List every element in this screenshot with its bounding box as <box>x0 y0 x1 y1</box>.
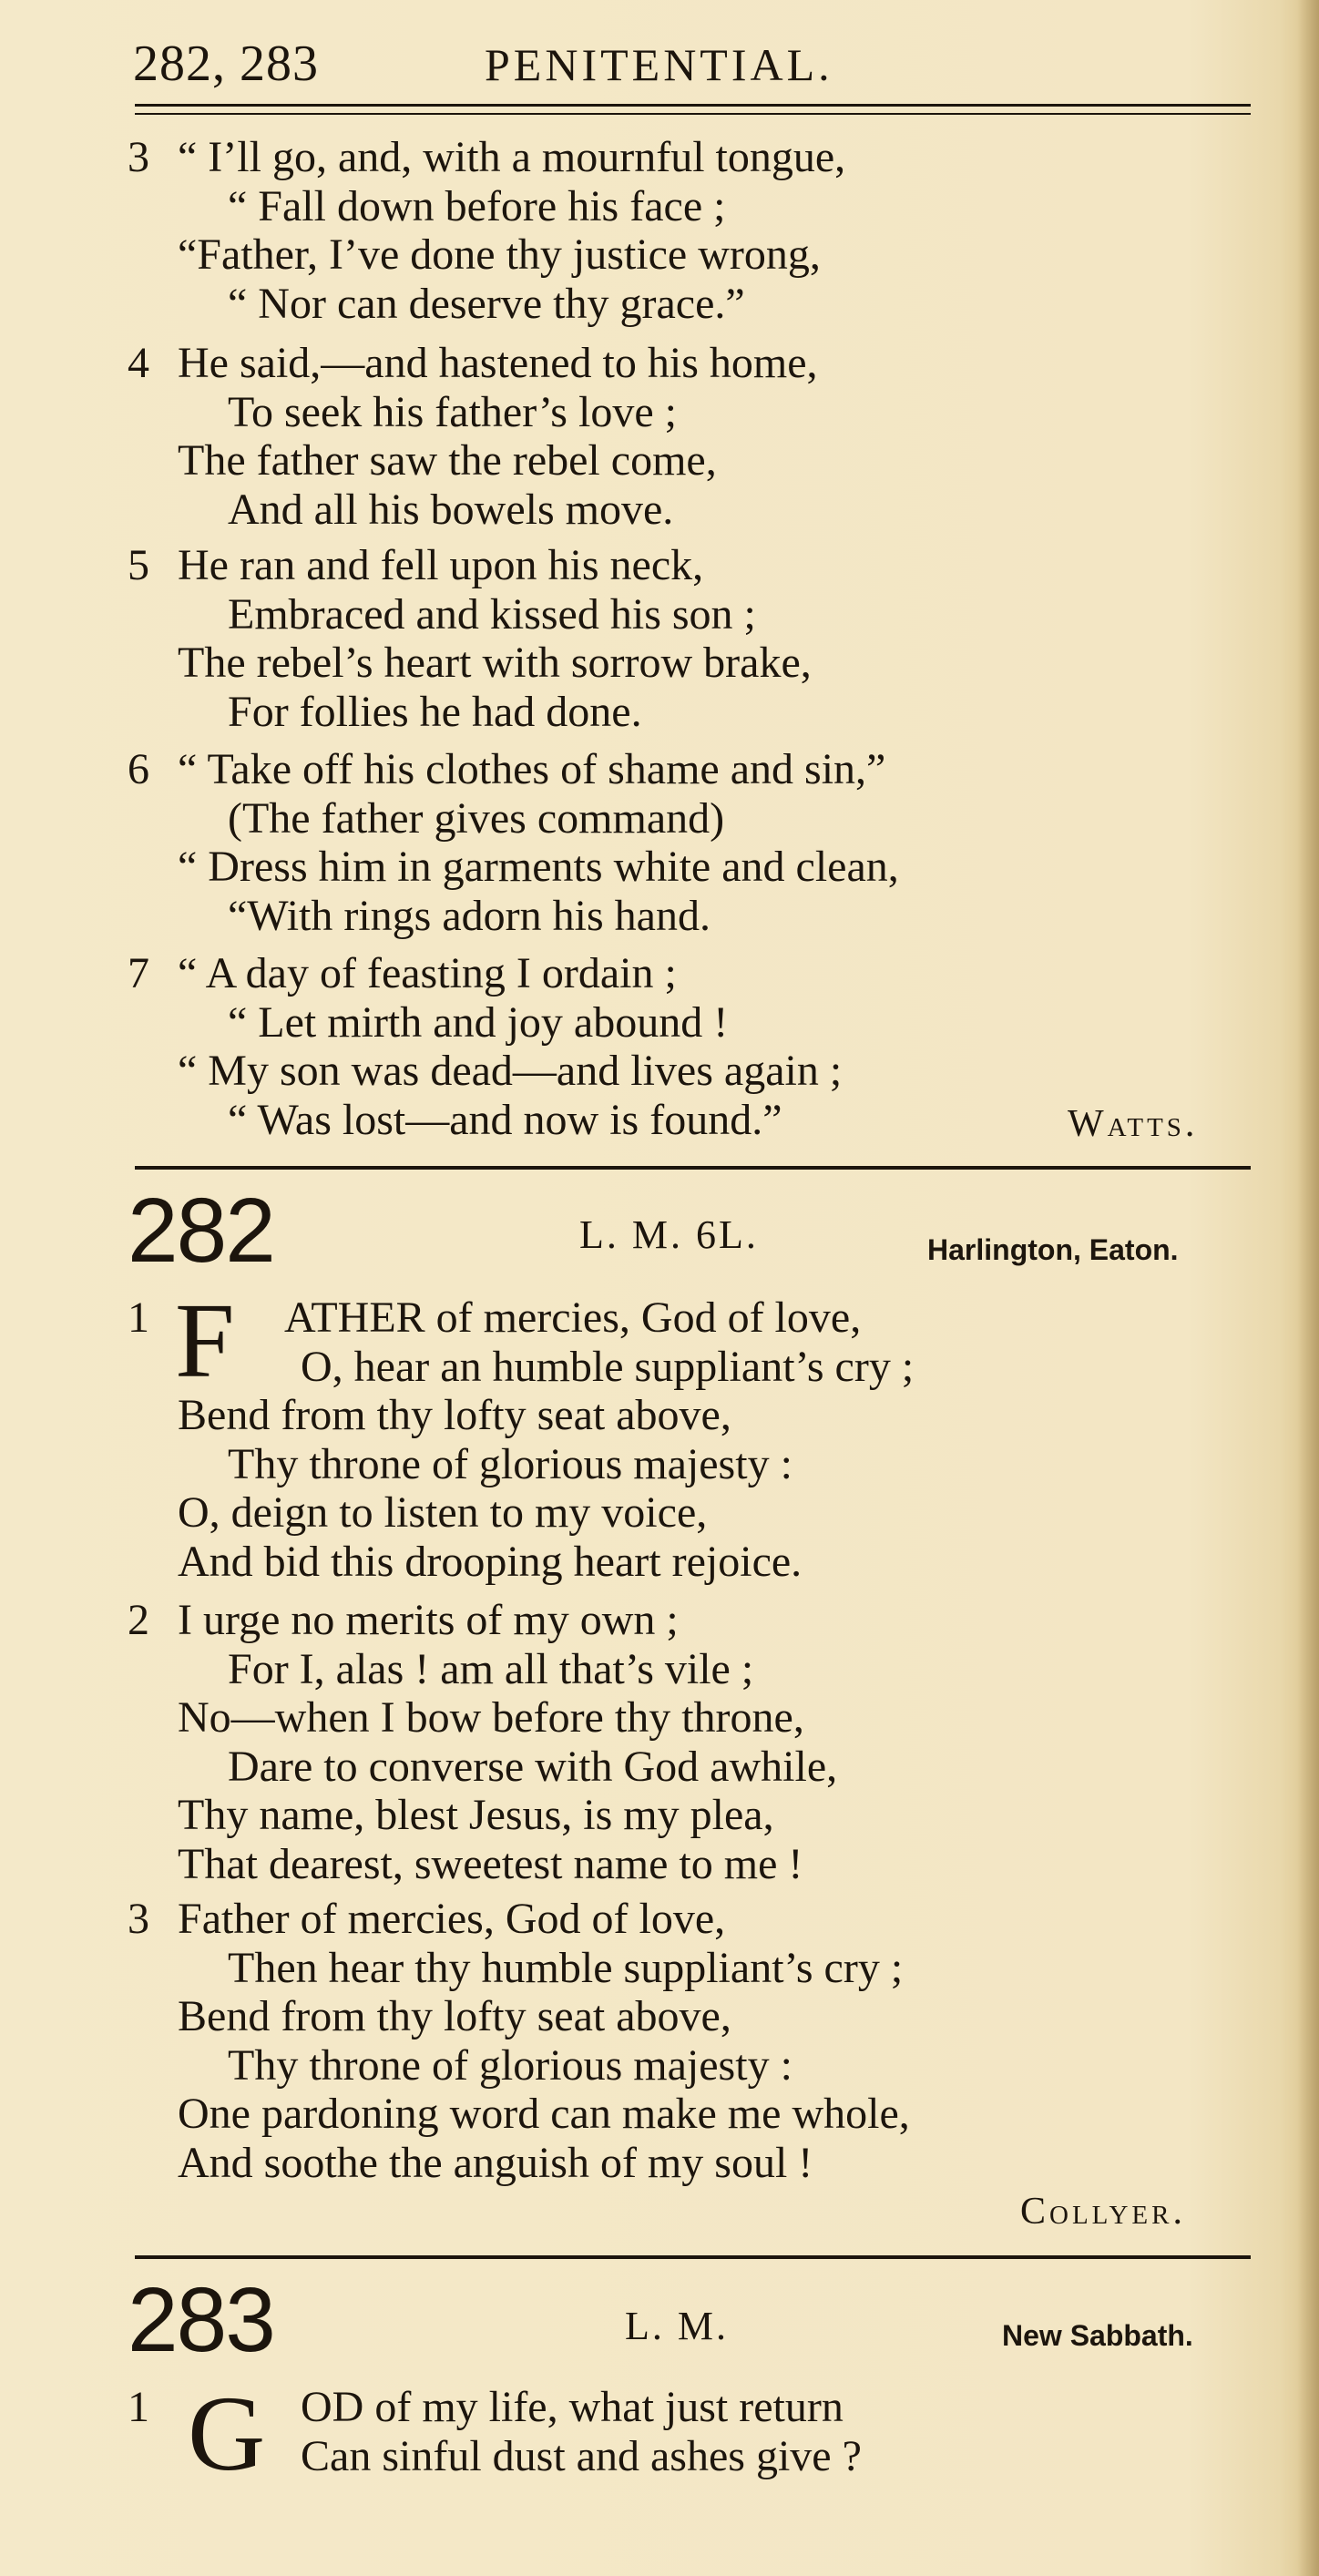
hymn-number: 283 <box>128 2269 274 2371</box>
verse-line: (The father gives command) <box>228 793 725 843</box>
verse-line: Thy throne of glorious majesty : <box>228 1439 792 1488</box>
hymn-meter: L. M. 6L. <box>579 1212 759 1257</box>
running-header <box>133 35 1253 98</box>
stanza-prev-4 <box>128 339 818 534</box>
verse-line: “ Fall down before his face ; <box>228 181 726 230</box>
hymn-number: 282 <box>128 1180 274 1282</box>
verse-line: To seek his father’s love ; <box>228 387 677 436</box>
stanza-prev-5 <box>128 541 812 736</box>
verse-line: O, hear an humble suppliant’s cry ; <box>301 1342 915 1391</box>
verse-line: No—when I bow before thy throne, <box>178 1693 804 1742</box>
drop-cap: F <box>175 1281 235 1400</box>
verse-line: Bend from thy lofty seat above, <box>178 1992 731 2040</box>
tune-name: Harlington, Eaton. <box>927 1233 1179 1266</box>
verse-line: And all his bowels move. <box>228 485 674 534</box>
verse-line: ATHER of mercies, God of love, <box>284 1293 862 1342</box>
verse-line: “ A day of feasting I ordain ; <box>178 949 677 997</box>
drop-cap: G <box>188 2374 266 2493</box>
stanza-number: 2 <box>128 1596 149 1644</box>
verse-line: Thy name, blest Jesus, is my plea, <box>178 1791 774 1839</box>
verse-line: OD of my life, what just return <box>301 2383 844 2431</box>
verse-line: Then hear thy humble suppliant’s cry ; <box>228 1943 904 1992</box>
verse-line: He said,—and hastened to his home, <box>178 339 818 387</box>
verse-line: “ I’ll go, and, with a mournful tongue, <box>178 133 846 181</box>
stanza-number: 5 <box>128 541 149 589</box>
stanza-number: 1 <box>128 2383 149 2431</box>
verse-line: “ Dress him in garments white and clean, <box>178 843 899 891</box>
page-edge-shadow <box>1297 0 1319 2576</box>
hymn-meter: L. M. <box>625 2304 729 2348</box>
verse-line: That dearest, sweetest name to me ! <box>178 1839 803 1888</box>
verse-line: Dare to converse with God awhile, <box>228 1742 838 1791</box>
verse-line: He ran and fell upon his neck, <box>178 541 704 589</box>
verse-line: Father of mercies, God of love, <box>178 1895 726 1943</box>
header-rule-bottom <box>135 113 1251 115</box>
verse-line: And bid this drooping heart rejoice. <box>178 1537 803 1586</box>
verse-line: Embraced and kissed his son ; <box>228 589 756 639</box>
section-title: PENITENTIAL. <box>485 39 833 90</box>
stanza-number: 3 <box>128 133 149 181</box>
stanza-282-1 <box>128 1281 915 1586</box>
verse-line: “With rings adorn his hand. <box>228 891 711 940</box>
verse-line: “ Let mirth and joy abound ! <box>228 997 729 1047</box>
hymn-divider-rule <box>135 2255 1251 2259</box>
verse-line: For I, alas ! am all that’s vile ; <box>228 1644 754 1693</box>
author-attribution: Collyer. <box>1020 2191 1186 2233</box>
stanza-number: 4 <box>128 339 149 387</box>
stanza-prev-6 <box>128 745 899 940</box>
verse-line: Can sinful dust and ashes give ? <box>301 2431 862 2480</box>
stanza-number: 1 <box>128 1293 149 1342</box>
stanza-number: 7 <box>128 949 149 997</box>
verse-line: Thy throne of glorious majesty : <box>228 2040 792 2090</box>
header-rule-top <box>135 104 1251 107</box>
verse-line: I urge no merits of my own ; <box>178 1596 679 1644</box>
page-numbers: 282, 283 <box>133 36 319 92</box>
stanza-282-3 <box>128 1895 910 2187</box>
hymn-divider-rule <box>135 1166 1251 1170</box>
verse-line: “ Take off his clothes of shame and sin,” <box>178 745 886 793</box>
verse-line: Bend from thy lofty seat above, <box>178 1391 731 1439</box>
verse-line: “ Nor can deserve thy grace.” <box>228 279 745 328</box>
verse-line: For follies he had done. <box>228 687 642 736</box>
verse-line: “ My son was dead—and lives again ; <box>178 1047 843 1095</box>
stanza-283-1 <box>128 2374 862 2493</box>
stanza-282-2 <box>128 1596 837 1888</box>
stanza-prev-3 <box>128 133 845 328</box>
verse-line: One pardoning word can make me whole, <box>178 2090 910 2138</box>
tune-name: New Sabbath. <box>1002 2319 1193 2352</box>
stanza-number: 6 <box>128 745 149 793</box>
verse-line: The father saw the rebel come, <box>178 436 717 485</box>
stanza-prev-7 <box>128 949 842 1144</box>
verse-line: And soothe the anguish of my soul ! <box>178 2138 813 2187</box>
stanza-number: 3 <box>128 1895 149 1943</box>
verse-line: “Father, I’ve done thy justice wrong, <box>178 230 821 279</box>
verse-line: The rebel’s heart with sorrow brake, <box>178 639 812 687</box>
verse-line: “ Was lost—and now is found.” <box>228 1095 782 1144</box>
author-attribution: Watts. <box>1068 1103 1199 1145</box>
verse-line: O, deign to listen to my voice, <box>178 1488 708 1537</box>
